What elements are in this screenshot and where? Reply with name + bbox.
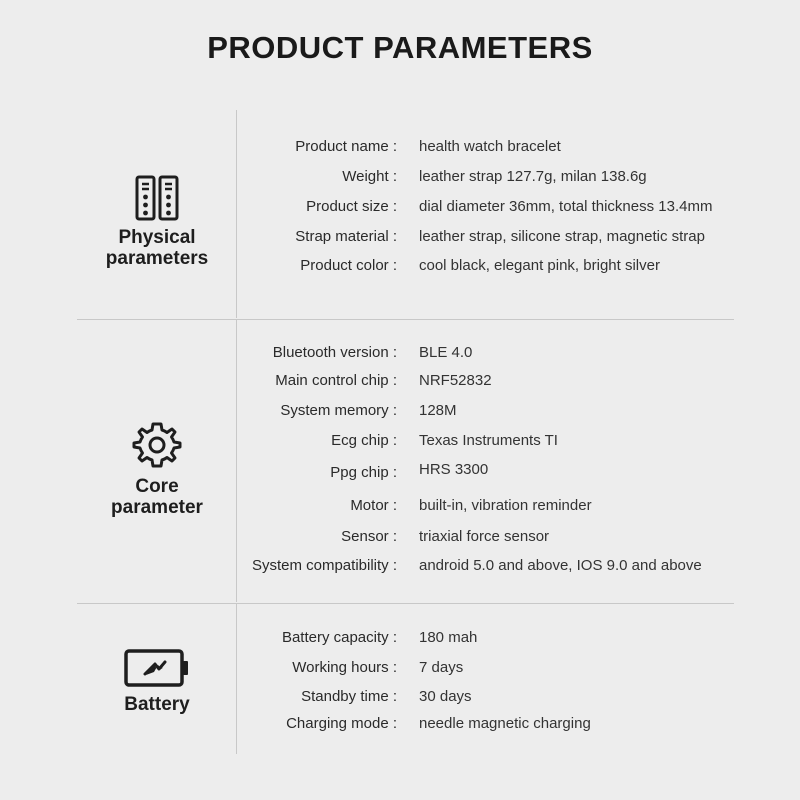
param-value: 180 mah [419, 629, 478, 646]
param-label: Main control chip : [275, 372, 397, 389]
param-label: Weight : [342, 168, 397, 185]
param-row [0, 461, 800, 485]
param-value: health watch bracelet [419, 138, 561, 155]
param-label: Ecg chip : [331, 432, 397, 449]
param-value: leather strap, silicone strap, magnetic strap [419, 228, 705, 245]
param-value: 30 days [419, 688, 472, 705]
param-row [0, 656, 800, 680]
param-label: Motor : [350, 497, 397, 514]
param-value: 128M [419, 402, 457, 419]
param-value: 7 days [419, 659, 464, 676]
param-row [0, 369, 800, 393]
param-row [0, 626, 800, 650]
param-value: leather strap 127.7g, milan 138.6g [419, 168, 647, 185]
param-row [0, 195, 800, 219]
param-value: built-in, vibration reminder [419, 497, 592, 514]
category-label-line: parameter [111, 497, 203, 518]
param-label: Sensor : [341, 528, 397, 545]
param-row [0, 494, 800, 518]
param-row [0, 254, 800, 278]
param-row [0, 554, 800, 578]
param-label: Charging mode : [286, 715, 397, 732]
section-divider [77, 603, 734, 604]
param-label: Strap material : [295, 228, 397, 245]
param-value: cool black, elegant pink, bright silver [419, 257, 660, 274]
section-divider [77, 319, 734, 320]
category-label-line: Battery [124, 694, 190, 715]
category-label-line: Core [135, 476, 179, 497]
param-row [0, 225, 800, 249]
param-label: System compatibility : [251, 557, 397, 574]
param-row [0, 429, 800, 453]
param-value: android 5.0 and above, IOS 9.0 and above [419, 557, 702, 574]
param-label: Product name : [295, 138, 397, 155]
param-label: System memory : [280, 402, 397, 419]
param-value: Texas Instruments TI [419, 432, 558, 449]
param-value: dial diameter 36mm, total thickness 13.4mm [419, 198, 713, 215]
param-row [0, 685, 800, 709]
param-value: BLE 4.0 [419, 344, 473, 361]
page-title: PRODUCT PARAMETERS [207, 30, 593, 65]
param-row [0, 712, 800, 736]
param-row [0, 399, 800, 423]
param-value: NRF52832 [419, 372, 492, 389]
param-row [0, 525, 800, 549]
param-row [0, 135, 800, 159]
param-value: HRS 3300 [419, 461, 489, 478]
param-value: needle magnetic charging [419, 715, 591, 732]
param-label: Product color : [300, 257, 397, 274]
param-value: triaxial force sensor [419, 528, 550, 545]
param-label: Battery capacity : [281, 629, 397, 646]
param-row [0, 165, 800, 189]
param-label: Standby time : [301, 688, 397, 705]
param-row [0, 341, 800, 365]
param-label: Bluetooth version : [272, 344, 397, 361]
category-label-line: parameters [105, 248, 209, 269]
param-label: Ppg chip : [330, 464, 397, 481]
param-label: Working hours : [292, 659, 397, 676]
category-label-line: Physical [118, 227, 196, 248]
param-label: Product size : [306, 198, 397, 215]
